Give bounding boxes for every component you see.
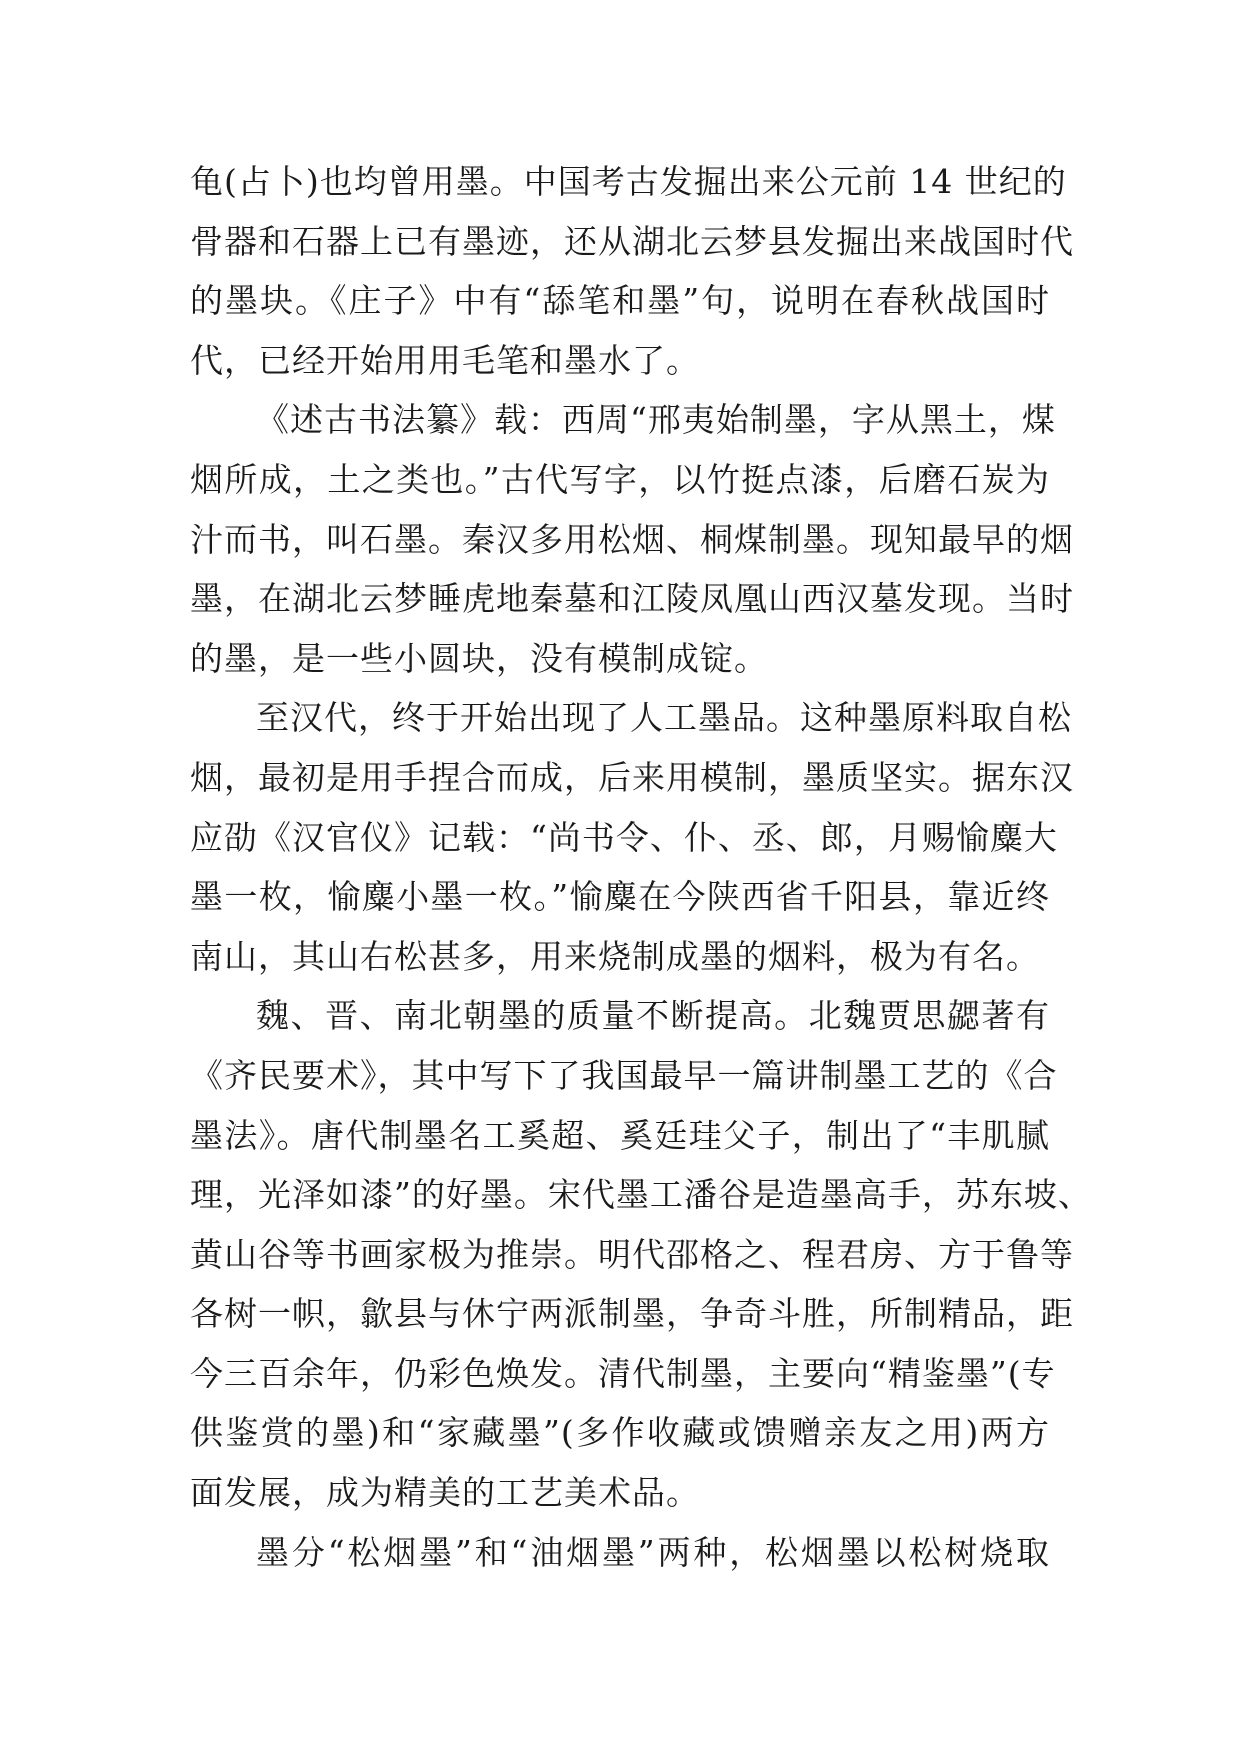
text-line: 烟所成，土之类也。”古代写字，以竹挺点漆，后磨石炭为 [190, 459, 1050, 499]
text-line: 的墨块。《庄子》中有“舔笔和墨”句，说明在春秋战国时 [190, 281, 1050, 321]
text-line: 黄山谷等书画家极为推崇。明代邵格之、程君房、方于鲁等 [190, 1234, 1074, 1274]
paragraph [190, 152, 1074, 390]
text-line: 的墨，是一些小圆块，没有模制成锭。 [190, 638, 768, 678]
text-line: 墨一枚，愉麋小墨一枚。”愉麋在今陕西省千阳县，靠近终 [190, 877, 1050, 917]
paragraph [190, 1523, 1050, 1583]
paragraph [190, 986, 1092, 1522]
text-line: 烟，最初是用手捏合而成，后来用模制，墨质坚实。据东汉 [190, 757, 1074, 797]
text-line: 理，光泽如漆”的好墨。宋代墨工潘谷是造墨高手，苏东坡、 [190, 1175, 1092, 1215]
text-line: 魏、晋、南北朝墨的质量不断提高。北魏贾思勰著有 [256, 996, 1050, 1036]
text-line: 供鉴赏的墨)和“家藏墨”(多作收藏或馈赠亲友之用)两方 [190, 1413, 1050, 1453]
text-line: 墨，在湖北云梦睡虎地秦墓和江陵凤凰山西汉墓发现。当时 [190, 579, 1074, 619]
paragraph [190, 688, 1074, 986]
text-line: 墨分“松烟墨”和“油烟墨”两种，松烟墨以松树烧取 [256, 1532, 1050, 1572]
text-line: 代，已经开始用用毛笔和墨水了。 [190, 340, 700, 380]
text-line: 《齐民要术》，其中写下了我国最早一篇讲制墨工艺的《合 [190, 1055, 1058, 1095]
body-text [190, 152, 1092, 1582]
text-line: 龟(占卜)也均曾用墨。中国考古发掘出来公元前 14 世纪的 [190, 162, 1067, 201]
text-line: 至汉代，终于开始出现了人工墨品。这种墨原料取自松 [256, 698, 1072, 738]
text-line: 面发展，成为精美的工艺美术品。 [190, 1473, 700, 1513]
text-line: 《述古书法纂》载：西周“邢夷始制墨，字从黑土，煤 [256, 400, 1056, 440]
text-line: 墨法》。唐代制墨名工奚超、奚廷珪父子，制出了“丰肌腻 [190, 1115, 1050, 1155]
text-line: 汁而书，叫石墨。秦汉多用松烟、桐煤制墨。现知最早的烟 [190, 519, 1074, 559]
text-line: 南山，其山右松甚多，用来烧制成墨的烟料，极为有名。 [190, 936, 1040, 976]
paragraph [190, 390, 1074, 688]
text-line: 今三百余年，仍彩色焕发。清代制墨，主要向“精鉴墨”(专 [190, 1353, 1056, 1393]
text-line: 应劭《汉官仪》记载：“尚书令、仆、丞、郎，月赐愉麋大 [190, 817, 1058, 857]
text-line: 骨器和石器上已有墨迹，还从湖北云梦县发掘出来战国时代 [190, 221, 1074, 261]
text-line: 各树一帜，歙县与休宁两派制墨，争奇斗胜，所制精品，距 [190, 1294, 1074, 1334]
